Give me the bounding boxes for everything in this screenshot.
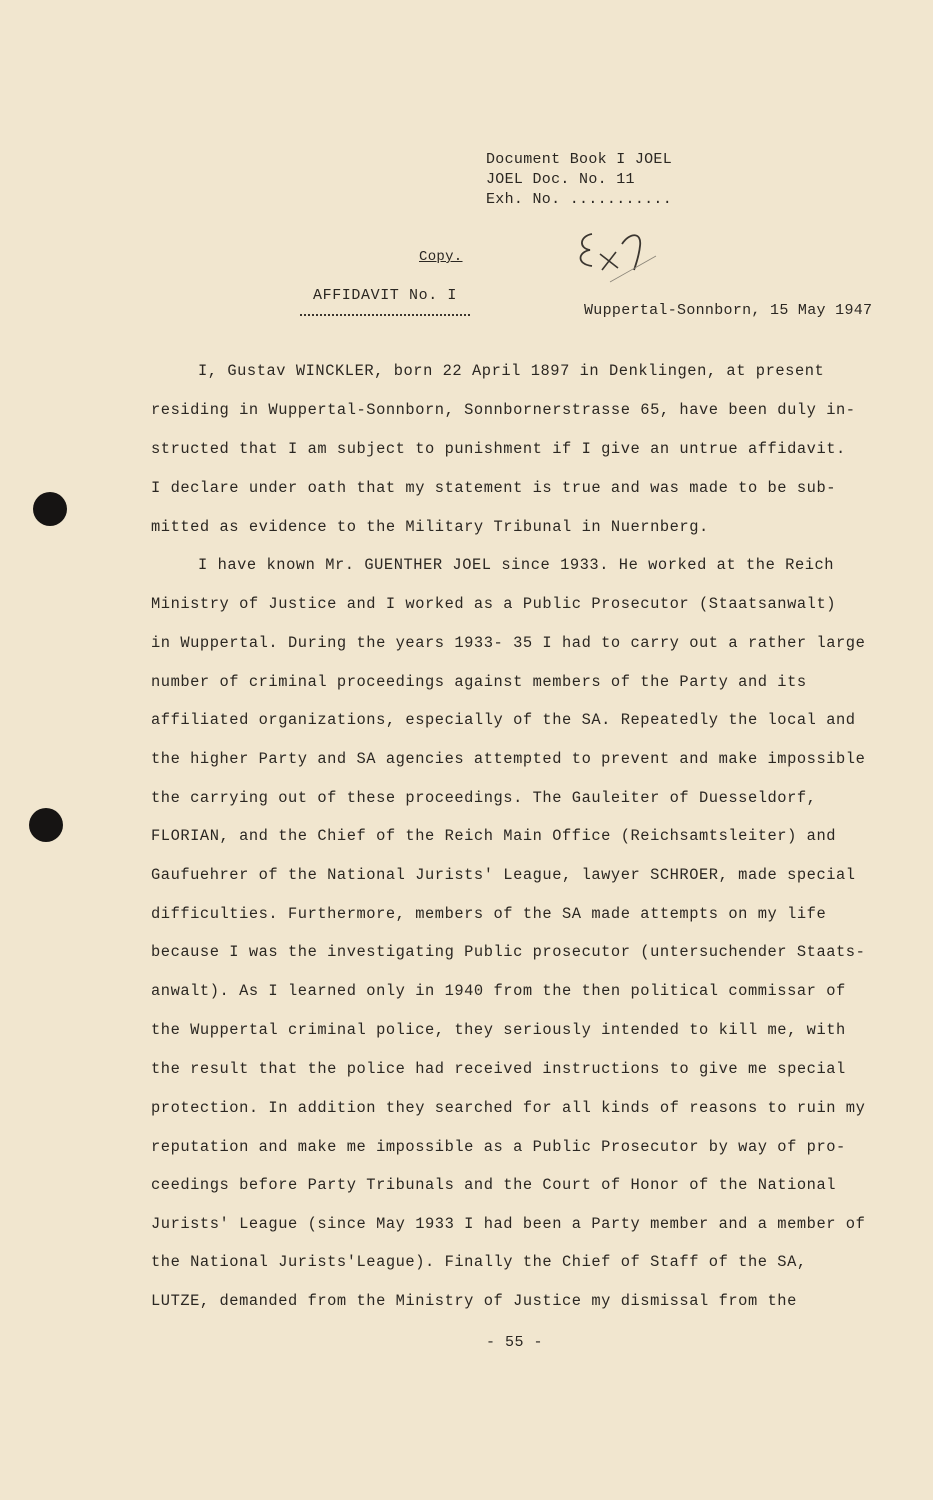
header-doc-number: JOEL Doc. No. 11: [486, 171, 635, 188]
body-line: difficulties. Furthermore, members of the SA made attempts on my life: [151, 905, 827, 923]
body-line: reputation and make me impossible as a Public Prosecutor by way of pro-: [151, 1138, 846, 1156]
body-line: I declare under oath that my statement is true and was made to be sub-: [151, 479, 837, 497]
body-line: Jurists' League (since May 1933 I had been a Party member and a member of: [151, 1215, 866, 1233]
body-line: anwalt). As I learned only in 1940 from the then political commissar of: [151, 982, 846, 1000]
header-exhibit-number: Exh. No. ...........: [486, 191, 673, 208]
body-line: the result that the police had received instructions to give me special: [151, 1060, 846, 1078]
document-header: [486, 150, 672, 210]
body-line: because I was the investigating Public prosecutor (untersuchender Staats-: [151, 943, 866, 961]
body-line: I have known Mr. GUENTHER JOEL since 1933. He worked at the Reich: [198, 556, 835, 574]
copy-label: Copy.: [419, 249, 463, 265]
body-line: protection. In addition they searched for all kinds of reasons to ruin my: [151, 1099, 866, 1117]
punch-hole-top: [33, 492, 67, 526]
body-line: LUTZE, demanded from the Ministry of Justice my dismissal from the: [151, 1292, 797, 1310]
body-line: Gaufuehrer of the National Jurists' League, lawyer SCHROER, made special: [151, 866, 856, 884]
title-underline: [300, 314, 470, 316]
body-line: mitted as evidence to the Military Tribunal in Nuernberg.: [151, 518, 709, 536]
body-line: the National Jurists'League). Finally the Chief of Staff of the SA,: [151, 1253, 807, 1271]
body-line: the Wuppertal criminal police, they seriously intended to kill me, with: [151, 1021, 846, 1039]
body-line: the carrying out of these proceedings. The Gauleiter of Duesseldorf,: [151, 789, 817, 807]
body-line: FLORIAN, and the Chief of the Reich Main Office (Reichsamtsleiter) and: [151, 827, 837, 845]
place-and-date: Wuppertal-Sonnborn, 15 May 1947: [584, 302, 873, 319]
body-line: residing in Wuppertal-Sonnborn, Sonnbornerstrasse 65, have been duly in-: [151, 401, 856, 419]
body-line: ceedings before Party Tribunals and the Court of Honor of the National: [151, 1176, 837, 1194]
punch-hole-bottom: [29, 808, 63, 842]
body-line: number of criminal proceedings against members of the Party and its: [151, 673, 807, 691]
body-line: the higher Party and SA agencies attempted to prevent and make impossible: [151, 750, 866, 768]
body-line: I, Gustav WINCKLER, born 22 April 1897 in Denklingen, at present: [198, 362, 825, 380]
body-line: in Wuppertal. During the years 1933- 35 I had to carry out a rather large: [151, 634, 866, 652]
affidavit-title: AFFIDAVIT No. I: [313, 287, 458, 304]
page-number: - 55 -: [486, 1334, 544, 1351]
body-line: Ministry of Justice and I worked as a Public Prosecutor (Staatsanwalt): [151, 595, 837, 613]
body-line: affiliated organizations, especially of the SA. Repeatedly the local and: [151, 711, 856, 729]
handwritten-exhibit-mark: [570, 226, 660, 286]
body-line: structed that I am subject to punishment if I give an untrue affidavit.: [151, 440, 846, 458]
header-document-book: Document Book I JOEL: [486, 151, 673, 168]
